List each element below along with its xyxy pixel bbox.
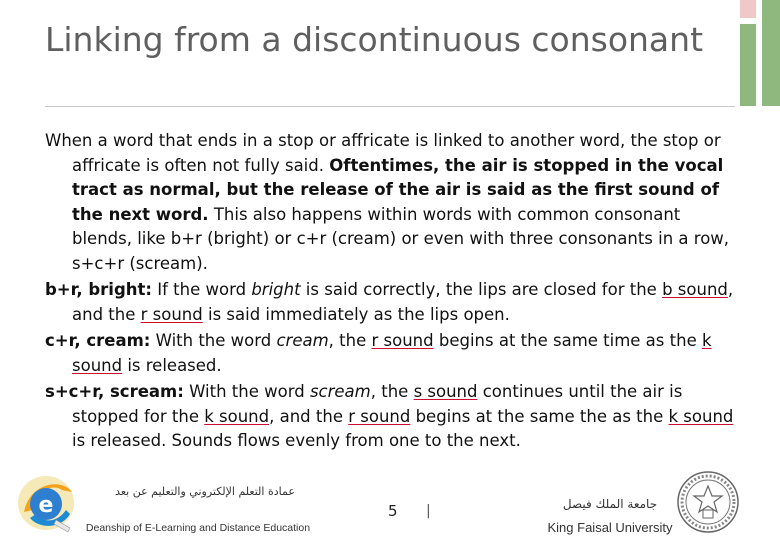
text-run: is released.: [122, 355, 222, 375]
text-run: begins at the same time as the: [433, 331, 702, 350]
underlined-term: r sound: [348, 406, 411, 426]
bold-text: c+r, cream:: [45, 331, 151, 350]
e-learning-logo-icon: [10, 470, 82, 536]
bold-text: b+r, bright:: [45, 280, 153, 299]
text-run: , and the: [72, 280, 734, 324]
underlined-term: r sound: [371, 331, 434, 350]
body-paragraph: [45, 329, 745, 378]
italic-text: scream: [309, 382, 371, 401]
text-run: , the: [370, 382, 414, 401]
deanship-name-arabic: عمادة التعلم الإلكتروني والتعليم عن بعد: [115, 485, 295, 498]
page-number: 5: [388, 502, 398, 520]
italic-text: bright: [251, 280, 301, 299]
decorative-bar-green-right: [762, 0, 780, 106]
university-name-english: King Faisal University: [547, 520, 673, 535]
text-run: With the word: [183, 382, 310, 401]
title-divider: [45, 106, 735, 107]
text-run: , and the: [269, 406, 349, 426]
underlined-term: k sound: [668, 406, 734, 426]
text-run: continues until the air is stopped for the: [72, 382, 683, 426]
italic-text: cream: [276, 331, 329, 350]
text-run: is said correctly, the lips are closed for the: [300, 280, 663, 299]
text-run: begins at the same the as the: [410, 406, 669, 426]
deanship-name-english: Deanship of E-Learning and Distance Education: [85, 522, 311, 534]
underlined-term: r sound: [140, 304, 203, 324]
decorative-bar-green-left: [740, 24, 756, 106]
underlined-term: s sound: [413, 382, 478, 401]
decorative-bar-pink: [740, 0, 756, 18]
text-run: With the word: [150, 331, 277, 350]
bold-text: s+c+r, scream:: [45, 382, 184, 401]
underlined-term: k sound: [72, 331, 712, 375]
footer: [0, 470, 780, 540]
text-run: This also happens within words with common consonant blends, like b+r (bright) or c+r (cream) or even with three consonants in a row, s+c+r (scream).: [72, 204, 730, 273]
text-run: When a word that ends in a stop or affricate is linked to another word, the stop or affricate is often not fully said.: [45, 131, 721, 175]
slide-body: [45, 129, 745, 456]
university-seal-icon: [676, 470, 740, 534]
text-run: is said immediately as the lips open.: [202, 304, 510, 324]
body-paragraph: [45, 129, 745, 276]
slide-title-area: [45, 20, 725, 106]
bold-text: Oftentimes, the air is stopped in the vocal tract as normal, but the release of the air is said as the first sound of the next word.: [72, 155, 724, 224]
text-run: , the: [328, 331, 372, 350]
underlined-term: b sound: [662, 280, 728, 299]
slide-title: Linking from a discontinuous consonant: [45, 20, 704, 59]
text-run: is released. Sounds flows evenly from one to the next.: [72, 431, 521, 450]
page-separator: |: [426, 503, 431, 519]
body-paragraph: [45, 380, 745, 454]
university-name-arabic: جامعة الملك فيصل: [562, 497, 658, 511]
underlined-term: k sound: [204, 406, 270, 426]
body-paragraph: [45, 278, 745, 327]
text-run: If the word: [152, 280, 252, 299]
svg-text:e: e: [38, 493, 54, 518]
